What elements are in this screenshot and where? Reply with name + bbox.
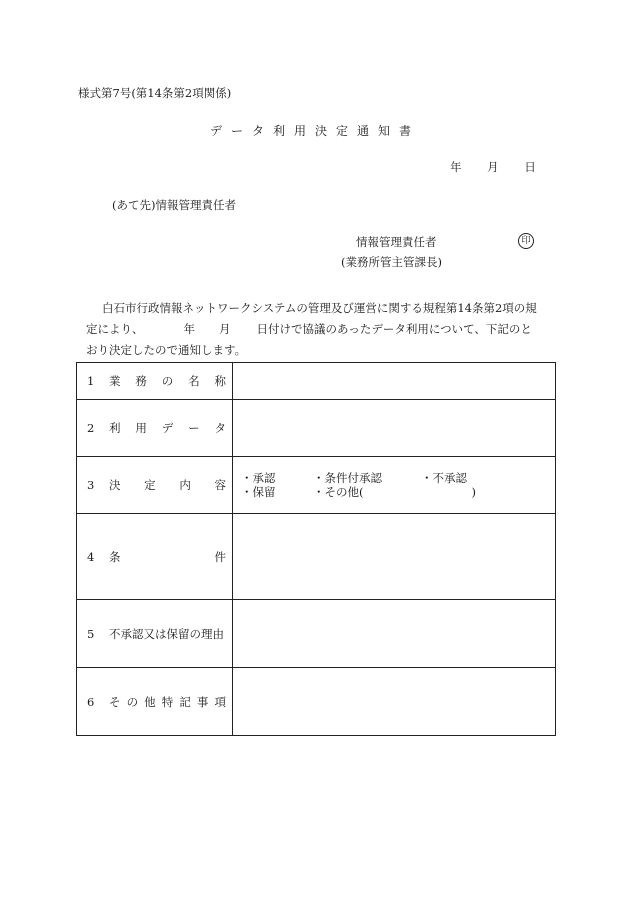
sender-subtitle: (業務所管主管課長) (341, 255, 442, 269)
table-row (77, 400, 556, 457)
label-char: 事 (196, 694, 209, 709)
body-line-2-year: 年 (183, 322, 195, 336)
value-business-name[interactable] (233, 363, 556, 400)
label-char: 定 (144, 478, 156, 492)
label-char: の (161, 374, 174, 388)
row-number: 5 (87, 626, 95, 641)
label-char: 称 (214, 374, 226, 388)
table-row (77, 363, 556, 400)
label-char: そ (109, 694, 121, 709)
table-row (77, 514, 556, 600)
body-line-1: 白石市行政情報ネットワークシステムの管理及び運営に関する規程第14条第2項の規 (102, 301, 537, 315)
form-number: 様式第7号(第14条第2項関係) (78, 86, 232, 100)
notification-body (86, 298, 564, 361)
addressee: (あて先)情報管理責任者 (112, 198, 236, 212)
option-other[interactable]: ・その他( (313, 485, 364, 499)
sender-title: 情報管理責任者 (356, 235, 437, 249)
body-line-3: おり決定したので通知します。 (86, 343, 247, 357)
date-day: 日 (524, 160, 536, 174)
label-char: 務 (135, 374, 147, 388)
row-label-usage-data (109, 420, 226, 436)
label-char: 内 (179, 478, 191, 492)
body-line-2-end: 日付けで協議のあったデータ利用について、下記のと (256, 322, 532, 336)
row-number: 4 (87, 549, 95, 564)
label-char: 件 (214, 549, 226, 564)
body-line-2-start: 定により、 (86, 322, 144, 336)
label-char: 条 (109, 549, 121, 564)
row-label-decision (109, 477, 226, 493)
row-label-business-name (109, 373, 226, 389)
label-char: 容 (214, 478, 226, 492)
row-number: 6 (87, 694, 95, 709)
label-char: ー (188, 421, 200, 435)
body-line-2-month: 月 (219, 322, 231, 336)
label-char: 用 (135, 421, 147, 435)
decision-table (76, 362, 556, 736)
table-row (77, 600, 556, 668)
label-char: 決 (109, 478, 121, 492)
label-char: 業 (109, 374, 121, 388)
row-label-other-notes (109, 694, 226, 710)
body-line-2 (86, 319, 564, 340)
label-char: デ (161, 421, 174, 435)
row-number: 3 (87, 478, 95, 492)
row-label-rejection-reason: 不承認又は保留の理由 (109, 626, 224, 641)
label-char: 特 (161, 694, 174, 709)
table-row (77, 457, 556, 514)
label-char: の (126, 694, 139, 709)
value-usage-data[interactable] (233, 400, 556, 457)
label-char: 利 (109, 421, 121, 435)
date-month: 月 (487, 160, 499, 174)
date-line (450, 159, 536, 175)
label-char: 記 (179, 694, 191, 709)
option-reject[interactable]: ・不承認 (421, 471, 467, 485)
seal-mark: 印 (518, 233, 534, 249)
value-conditions[interactable] (233, 514, 556, 600)
row-label-conditions (109, 549, 226, 565)
row-number: 2 (87, 421, 95, 435)
value-rejection-reason[interactable] (233, 600, 556, 668)
option-other-close: ) (471, 485, 476, 499)
table-row (77, 668, 556, 736)
label-char: 名 (188, 374, 200, 388)
label-char: タ (214, 421, 226, 435)
row-number: 1 (87, 374, 95, 388)
label-char: 項 (214, 694, 226, 709)
date-year: 年 (450, 160, 462, 174)
option-conditional-approve[interactable]: ・条件付承認 (313, 471, 382, 485)
value-other-notes[interactable] (233, 668, 556, 736)
document-title: データ利用決定通知書 (209, 124, 420, 138)
option-approve[interactable]: ・承認 (241, 471, 276, 485)
option-hold[interactable]: ・保留 (241, 485, 276, 499)
value-decision (233, 457, 556, 514)
label-char: 他 (144, 694, 156, 709)
